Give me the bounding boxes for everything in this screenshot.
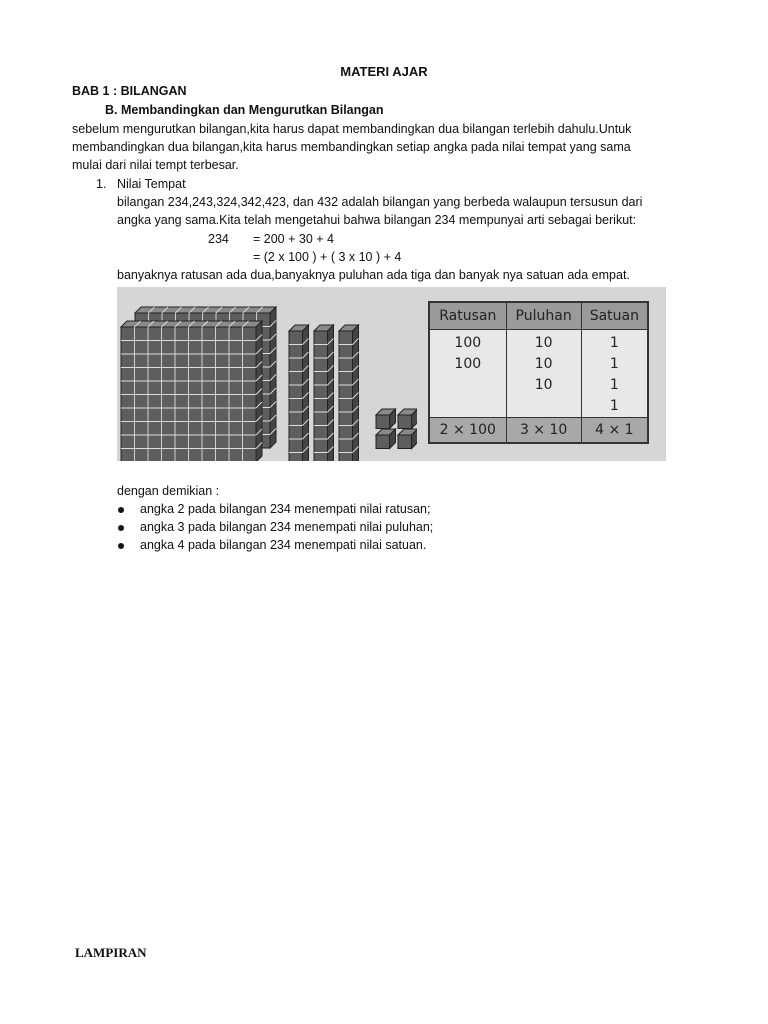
satuan-value: 1	[609, 377, 619, 393]
satuan-cell	[581, 330, 648, 418]
bullet-icon	[118, 507, 124, 513]
hundred-block	[121, 321, 262, 461]
header-puluhan: Puluhan	[506, 302, 581, 330]
place-value-table	[428, 301, 649, 444]
puluhan-cell	[506, 330, 581, 418]
bullet-item-2: angka 3 pada bilangan 234 menempati nilai puluhan;	[140, 520, 434, 534]
chapter-heading: BAB 1 : BILANGAN	[72, 84, 187, 98]
item-body-line-2: angka yang sama.Kita telah mengetahui bahwa bilangan 234 mempunyai arti sebagai berikut:	[117, 213, 637, 227]
intro-line-3: mulai dari nilai tempt terbesar.	[72, 158, 239, 172]
ratusan-value: 100	[454, 335, 482, 351]
ratusan-cell	[429, 330, 506, 418]
unit-cube	[398, 429, 417, 449]
footer-label: LAMPIRAN	[75, 945, 147, 960]
ten-rod	[339, 325, 359, 461]
header-satuan: Satuan	[581, 302, 648, 330]
section-heading: B. Membandingkan dan Mengurutkan Bilangan	[105, 103, 384, 117]
satuan-value: 1	[609, 398, 619, 414]
list-item-title: Nilai Tempat	[117, 177, 186, 191]
after-equation-text: banyaknya ratusan ada dua,banyaknya puluhan ada tiga dan banyak nya satuan ada empat.	[117, 268, 630, 282]
total-puluhan: 3 × 10	[506, 418, 581, 444]
bullet-item-3: angka 4 pada bilangan 234 menempati nilai satuan.	[140, 538, 427, 552]
equation-line-1: = 200 + 30 + 4	[253, 232, 334, 246]
header-ratusan: Ratusan	[429, 302, 506, 330]
conclusion-intro: dengan demikian :	[117, 484, 220, 498]
satuan-value: 1	[609, 356, 619, 372]
page-title: MATERI AJAR	[340, 64, 428, 79]
total-satuan: 4 × 1	[581, 418, 648, 444]
unit-cube	[376, 429, 396, 449]
ratusan-value: 100	[454, 356, 482, 372]
puluhan-value: 10	[534, 377, 553, 393]
ten-rod	[289, 325, 309, 461]
puluhan-value: 10	[534, 335, 553, 351]
intro-line-2: membandingkan dua bilangan,kita harus membandingkan setiap angka pada nilai tempat yang sama	[72, 140, 631, 154]
ten-rod	[314, 325, 334, 461]
list-number: 1.	[96, 177, 107, 191]
base-ten-blocks	[117, 287, 417, 461]
puluhan-value: 10	[534, 356, 553, 372]
unit-cube	[398, 409, 417, 429]
total-ratusan: 2 × 100	[429, 418, 506, 444]
equation-number: 234	[208, 232, 229, 246]
intro-line-1: sebelum mengurutkan bilangan,kita harus dapat membandingkan dua bilangan terlebih dahulu.Untuk	[72, 122, 632, 136]
bullet-icon	[118, 543, 124, 549]
item-body-line-1: bilangan 234,243,324,342,423, dan 432 adalah bilangan yang berbeda walaupun tersusun dari	[117, 195, 643, 209]
bullet-icon	[118, 525, 124, 531]
satuan-value: 1	[609, 335, 619, 351]
bullet-item-1: angka 2 pada bilangan 234 menempati nilai ratusan;	[140, 502, 431, 516]
equation-line-2: = (2 x 100 ) + ( 3 x 10 ) + 4	[253, 250, 402, 264]
place-value-figure	[117, 287, 666, 461]
unit-cube	[376, 409, 396, 429]
